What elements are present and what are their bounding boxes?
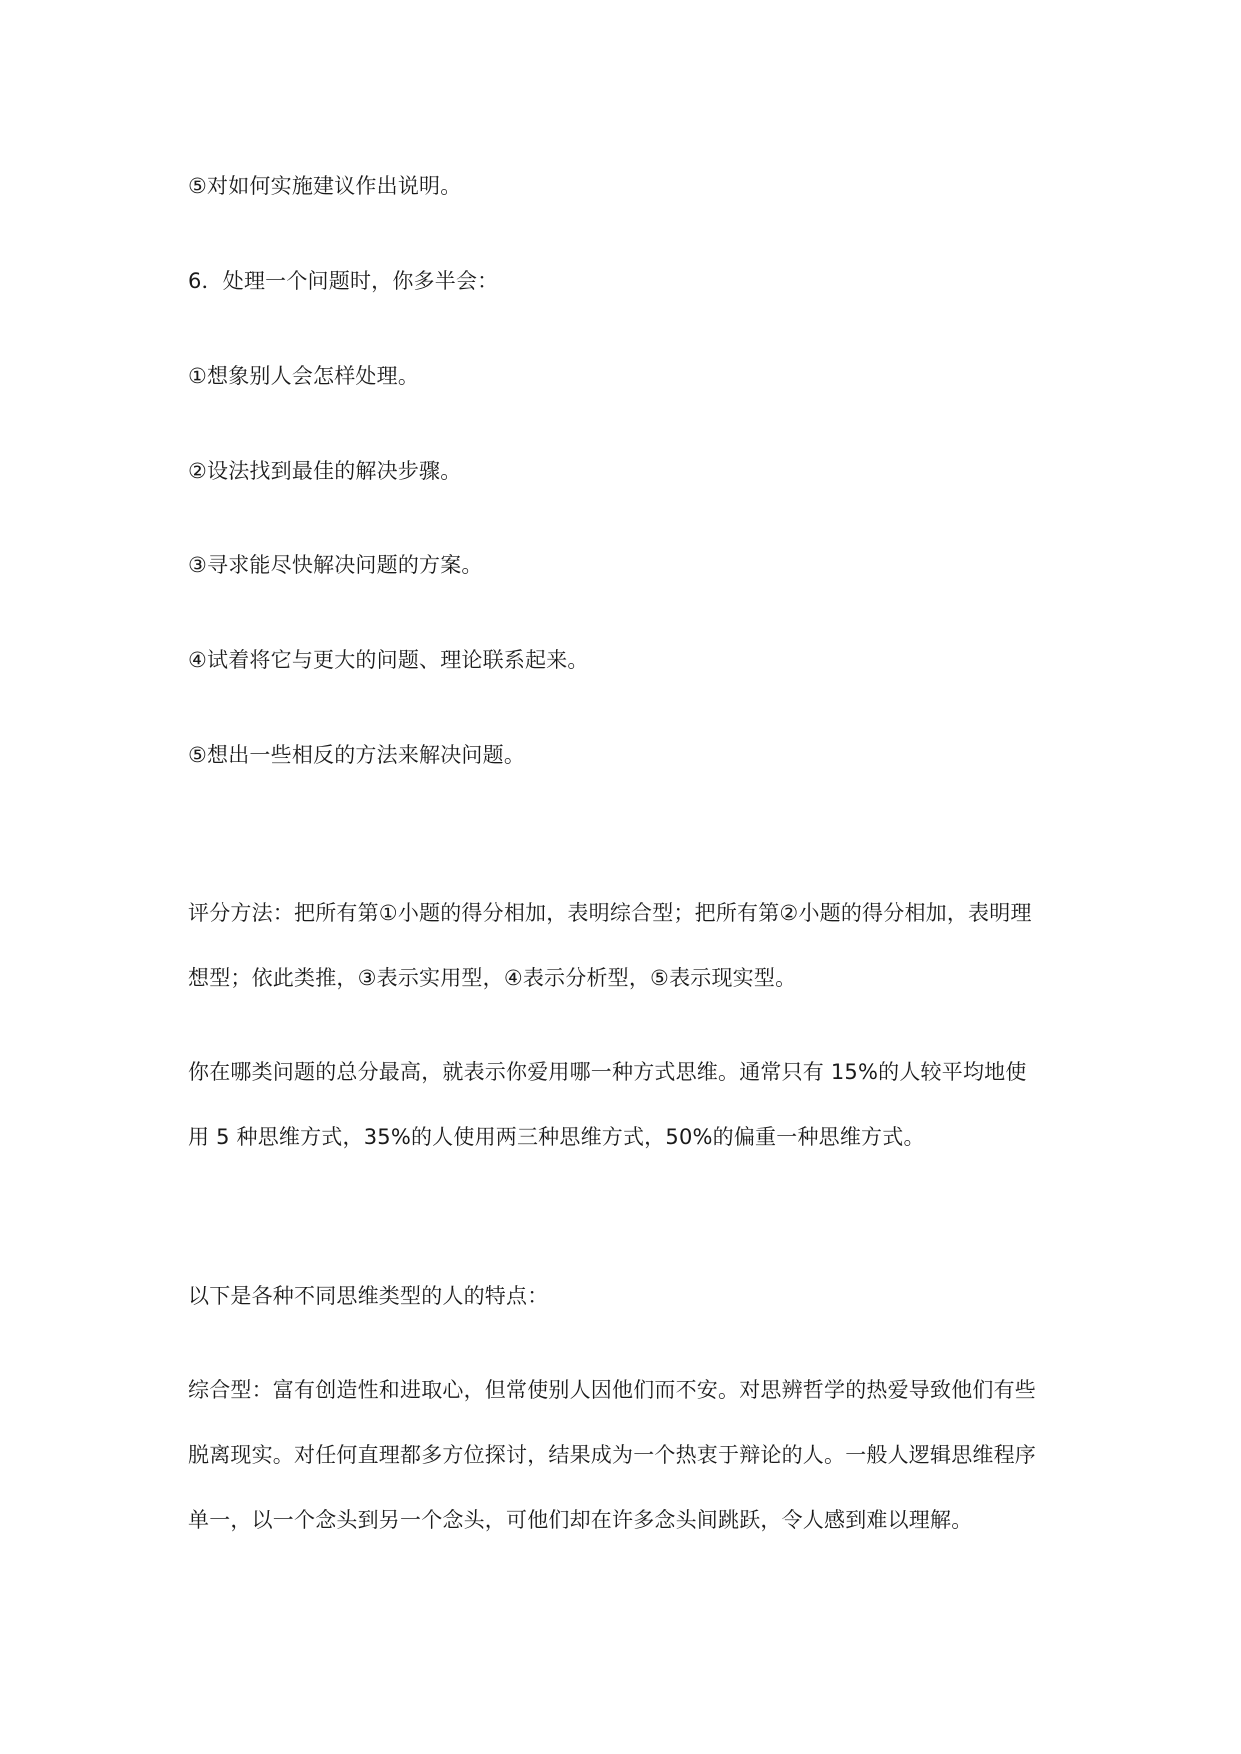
option-1-imagine-others: ①想象别人会怎样处理。 — [188, 364, 420, 388]
option-5-opposite-methods: ⑤想出一些相反的方法来解决问题。 — [188, 743, 526, 767]
option-2-best-steps: ②设法找到最佳的解决步骤。 — [188, 459, 462, 483]
synthesis-type-line-1: 综合型：富有创造性和进取心，但常使别人因他们而不安。对思辨哲学的热爱导致他们有些 — [188, 1378, 1036, 1402]
scoring-method-line-1: 评分方法：把所有第①小题的得分相加，表明综合型；把所有第②小题的得分相加，表明理 — [188, 901, 1032, 925]
option-5-implementation: ⑤对如何实施建议作出说明。 — [188, 174, 462, 198]
option-3-quick-solution: ③寻求能尽快解决问题的方案。 — [188, 553, 483, 577]
question-6-title: 6．处理一个问题时，你多半会： — [188, 269, 499, 293]
result-explanation-line-1: 你在哪类问题的总分最高，就表示你爱用哪一种方式思维。通常只有 15%的人较平均地使 — [188, 1060, 1027, 1084]
synthesis-type-line-3: 单一，以一个念头到另一个念头，可他们却在许多念头间跳跃，令人感到难以理解。 — [188, 1508, 973, 1532]
result-explanation-line-2: 用 5 种思维方式，35%的人使用两三种思维方式，50%的偏重一种思维方式。 — [188, 1125, 925, 1149]
synthesis-type-line-2: 脱离现实。对任何直理都多方位探讨，结果成为一个热衷于辩论的人。一般人逻辑思维程序 — [188, 1443, 1036, 1467]
option-4-link-theory: ④试着将它与更大的问题、理论联系起来。 — [188, 648, 589, 672]
types-intro: 以下是各种不同思维类型的人的特点： — [188, 1284, 549, 1308]
scoring-method-line-2: 想型；依此类推，③表示实用型，④表示分析型，⑤表示现实型。 — [188, 966, 797, 990]
